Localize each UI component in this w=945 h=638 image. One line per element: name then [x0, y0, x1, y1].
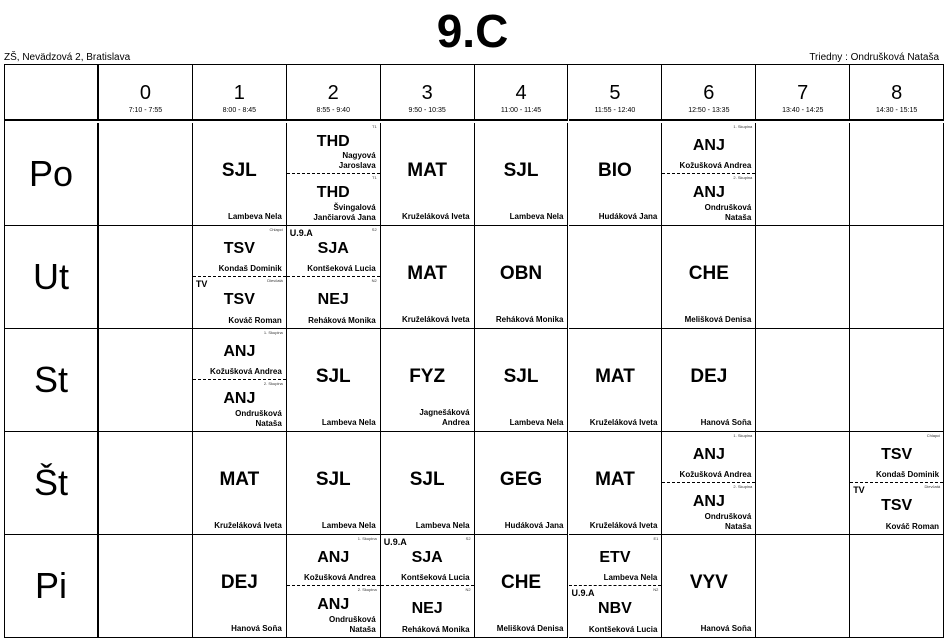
- teacher-label: Kováč Roman: [228, 316, 282, 325]
- lesson-cell[interactable]: [475, 432, 569, 535]
- class-title: 9.C: [436, 5, 509, 57]
- group-tag: T1: [372, 124, 377, 129]
- group-tag: Dievčatá: [267, 278, 283, 283]
- lesson-group: [193, 380, 286, 431]
- subject-label: FYZ: [409, 366, 446, 387]
- teacher-label: Kruželáková Iveta: [589, 521, 658, 530]
- lesson-cell[interactable]: [287, 432, 381, 535]
- teacher-label: Kruželáková Iveta: [589, 418, 658, 427]
- teacher-label: Melišková Denisa: [496, 624, 564, 633]
- lesson-cell[interactable]: [193, 535, 287, 638]
- period-time: 11:55 - 12:40: [594, 107, 636, 114]
- lesson-cell[interactable]: [193, 123, 287, 226]
- teacher-label: Lambeva Nela: [321, 521, 376, 530]
- period-number: 5: [609, 82, 621, 104]
- group-tag: Dievčatá: [924, 484, 941, 489]
- period-time: 12:50 - 13:35: [688, 107, 730, 114]
- subject-label: SJL: [221, 160, 257, 181]
- period-time: 8:55 - 9:40: [316, 107, 350, 114]
- subject-label: MAT: [595, 469, 635, 490]
- lesson-cell[interactable]: [287, 329, 381, 432]
- teacher-label: Kontšeková Lucia: [401, 573, 470, 582]
- timetable-cell: [99, 329, 193, 432]
- lesson-cell[interactable]: [287, 123, 381, 226]
- teacher-label: Ondrušková Nataša: [704, 512, 752, 531]
- lesson-group: [381, 535, 474, 586]
- period-header-4: [475, 65, 569, 121]
- subject-label: ANJ: [317, 549, 350, 566]
- teacher-label: Kožušková Andrea: [210, 367, 282, 376]
- group-tag: 2. Skupina: [357, 587, 377, 592]
- period-number: 0: [139, 82, 151, 104]
- subject-label: TSV: [881, 446, 913, 463]
- lesson-cell[interactable]: [662, 535, 756, 638]
- period-header-2: [287, 65, 381, 121]
- subject-label: SJA: [317, 240, 349, 257]
- teacher-label: Ondrušková Nataša: [704, 203, 752, 222]
- group-tag: S2: [371, 227, 377, 232]
- timetable-cell: [756, 123, 850, 226]
- subject-label: SJL: [315, 366, 351, 387]
- lesson-cell[interactable]: [475, 535, 569, 638]
- period-header-5: [569, 65, 663, 121]
- subject-label: CHE: [688, 263, 729, 284]
- lesson-group: [662, 432, 755, 483]
- timetable-cell: [99, 432, 193, 535]
- subject-label: NBV: [598, 600, 632, 617]
- teacher-label: Kruželáková Iveta: [214, 521, 282, 530]
- lesson-group: [662, 123, 755, 174]
- subject-label: THD: [316, 133, 350, 150]
- teacher-label: Kožušková Andrea: [679, 161, 752, 170]
- timetable-cell: [850, 329, 944, 432]
- subject-label: THD: [316, 184, 350, 201]
- subject-label: ANJ: [692, 446, 725, 463]
- timetable-cell: [756, 535, 850, 638]
- lesson-group: [287, 226, 380, 277]
- lesson-cell[interactable]: [569, 123, 663, 226]
- group-tag: T1: [372, 175, 377, 180]
- day-label: Št: [5, 432, 99, 535]
- period-number: 6: [703, 82, 715, 104]
- subject-label: ANJ: [317, 596, 350, 613]
- timetable-cell: [99, 535, 193, 638]
- teacher-label: Kondaš Dominik: [875, 470, 940, 479]
- teacher-label: Lambeva Nela: [321, 418, 376, 427]
- teacher-label: Kontšeková Lucia: [588, 625, 658, 634]
- period-time: 14:30 - 15:15: [876, 107, 918, 114]
- group-tag: N2: [653, 587, 659, 592]
- lesson-group: [569, 586, 662, 637]
- period-time: 11:00 - 11:45: [500, 107, 542, 114]
- lesson-cell[interactable]: [287, 226, 381, 329]
- timetable-cell: [756, 432, 850, 535]
- lesson-group: [662, 483, 755, 534]
- lesson-cell[interactable]: [569, 432, 663, 535]
- period-number: 2: [327, 82, 339, 104]
- lesson-cell[interactable]: [475, 123, 569, 226]
- subject-label: OBN: [499, 263, 543, 284]
- lesson-cell[interactable]: [475, 329, 569, 432]
- group-tag: N2: [371, 278, 377, 283]
- subject-label: ANJ: [692, 493, 725, 510]
- day-label: Ut: [5, 226, 99, 329]
- subject-label: ANJ: [692, 137, 725, 154]
- teacher-label: Jagnešáková Andrea: [419, 408, 470, 427]
- teacher-label: Lambeva Nela: [509, 212, 564, 221]
- period-number: 8: [891, 82, 903, 104]
- period-header-3: [381, 65, 475, 121]
- lesson-group: [850, 432, 943, 483]
- teacher-label: Švingalová Jančiarová Jana: [313, 203, 376, 222]
- lesson-group: [287, 586, 380, 637]
- subject-label: MAT: [407, 263, 447, 284]
- lesson-group: [287, 174, 380, 225]
- lesson-cell[interactable]: [569, 329, 663, 432]
- subject-label: SJL: [315, 469, 351, 490]
- period-time: 7:10 - 7:55: [128, 107, 163, 114]
- period-time: 9:50 - 10:35: [408, 107, 446, 114]
- timetable-cell: [850, 535, 944, 638]
- teacher-label: Hanová Soňa: [231, 624, 282, 633]
- subject-label: TSV: [223, 240, 255, 257]
- group-tag: Chlapci: [269, 227, 283, 232]
- teacher-label: Reháková Monika: [308, 316, 376, 325]
- teacher-label: Kožušková Andrea: [303, 573, 376, 582]
- group-tag: E1: [653, 536, 659, 541]
- lesson-cell[interactable]: [475, 226, 569, 329]
- teacher-label: Ondrušková Nataša: [329, 615, 376, 634]
- teacher-label: Hanová Soňa: [700, 418, 752, 427]
- subject-label: TSV: [223, 291, 255, 308]
- subject-label: ETV: [599, 549, 631, 566]
- subject-label: SJL: [503, 160, 539, 181]
- subject-label: SJL: [503, 366, 539, 387]
- period-header-6: [662, 65, 756, 121]
- subject-label: DEJ: [220, 572, 258, 593]
- subject-label: BIO: [598, 160, 632, 181]
- period-number: 4: [515, 82, 527, 104]
- room-label: TV: [195, 279, 208, 289]
- subject-label: MAT: [595, 366, 635, 387]
- lesson-group: [287, 123, 380, 174]
- lesson-cell[interactable]: [381, 329, 475, 432]
- lesson-cell[interactable]: [193, 329, 287, 432]
- teacher-label: Kožušková Andrea: [679, 470, 752, 479]
- subject-label: MAT: [219, 469, 260, 490]
- period-time: 8:00 - 8:45: [222, 107, 257, 114]
- teacher-label: Reháková Monika: [402, 625, 470, 634]
- day-label: Pi: [5, 535, 99, 638]
- teacher-label: Nagyová Jaroslava: [338, 151, 376, 170]
- teacher-label: Hudáková Jana: [598, 212, 658, 221]
- lesson-cell[interactable]: [381, 432, 475, 535]
- subject-label: NEJ: [411, 600, 443, 617]
- teacher-label: Kruželáková Iveta: [401, 212, 470, 221]
- period-header-7: [756, 65, 850, 121]
- timetable-cell: [99, 123, 193, 226]
- subject-label: ANJ: [692, 184, 725, 201]
- subject-label: NEJ: [317, 291, 349, 308]
- subject-label: VYV: [689, 572, 728, 593]
- group-tag: 2. Skupina: [263, 381, 283, 386]
- teacher-label: Kruželáková Iveta: [401, 315, 470, 324]
- timetable-cell: [850, 226, 944, 329]
- lesson-cell[interactable]: [193, 432, 287, 535]
- timetable-cell: [756, 226, 850, 329]
- period-number: 3: [421, 82, 433, 104]
- timetable-cell: [756, 329, 850, 432]
- teacher-label: Melišková Denisa: [684, 315, 752, 324]
- class-teacher: Triedny : Ondrušková Nataša: [809, 52, 939, 63]
- room-label: TV: [853, 485, 865, 495]
- group-tag: 1. Skupina: [733, 124, 753, 129]
- subject-label: GEG: [499, 469, 543, 490]
- lesson-cell[interactable]: [569, 535, 663, 638]
- group-tag: N2: [465, 587, 471, 592]
- lesson-cell[interactable]: [662, 329, 756, 432]
- lesson-group: [569, 535, 662, 586]
- teacher-label: Kontšeková Lucia: [307, 264, 376, 273]
- subject-label: ANJ: [223, 343, 256, 360]
- day-label: Po: [5, 123, 99, 226]
- subject-label: ANJ: [223, 390, 256, 407]
- group-tag: 1. Skupina: [263, 330, 283, 335]
- teacher-label: Kováč Roman: [885, 522, 940, 531]
- school-name: ZŠ, Nevädzová 2, Bratislava: [4, 52, 131, 63]
- lesson-cell[interactable]: [381, 226, 475, 329]
- subject-label: SJA: [411, 549, 443, 566]
- subject-label: SJL: [409, 469, 445, 490]
- lesson-cell[interactable]: [381, 535, 475, 638]
- timetable-grid: [4, 64, 944, 638]
- teacher-label: Kondaš Dominik: [218, 264, 282, 273]
- timetable-cell: [99, 226, 193, 329]
- teacher-label: Lambeva Nela: [227, 212, 282, 221]
- lesson-group: [662, 174, 755, 225]
- lesson-cell[interactable]: [662, 226, 756, 329]
- lesson-group: [850, 483, 943, 534]
- period-header-1: [193, 65, 287, 121]
- lesson-group: [193, 277, 286, 328]
- subject-label: DEJ: [690, 366, 728, 387]
- subject-label: MAT: [407, 160, 447, 181]
- header-corner: [5, 65, 99, 121]
- lesson-group: [381, 586, 474, 637]
- period-header-8: [850, 65, 944, 121]
- group-tag: 1. Skupina: [733, 433, 753, 438]
- room-label: U.9.A: [383, 537, 407, 547]
- room-label: U.9.A: [289, 228, 313, 238]
- lesson-cell[interactable]: [850, 432, 944, 535]
- group-tag: 2. Skupina: [733, 484, 753, 489]
- lesson-cell[interactable]: [662, 123, 756, 226]
- lesson-cell[interactable]: [381, 123, 475, 226]
- room-label: U.9.A: [571, 588, 595, 598]
- group-tag: 2. Skupina: [733, 175, 753, 180]
- subject-label: CHE: [500, 572, 542, 593]
- lesson-group: [193, 329, 286, 380]
- subject-label: TSV: [881, 497, 913, 514]
- lesson-cell[interactable]: [662, 432, 756, 535]
- group-tag: 1. Skupina: [357, 536, 377, 541]
- period-header-0: [99, 65, 193, 121]
- lesson-cell[interactable]: [287, 535, 381, 638]
- lesson-group: [287, 277, 380, 328]
- group-tag: Chlapci: [926, 433, 941, 438]
- timetable-cell: [569, 226, 663, 329]
- teacher-label: Lambeva Nela: [509, 418, 564, 427]
- teacher-label: Hudáková Jana: [504, 521, 564, 530]
- lesson-cell[interactable]: [193, 226, 287, 329]
- timetable-cell: [850, 123, 944, 226]
- lesson-group: [287, 535, 380, 586]
- teacher-label: Reháková Monika: [495, 315, 564, 324]
- teacher-label: Lambeva Nela: [603, 573, 658, 582]
- teacher-label: Hanová Soňa: [700, 624, 752, 633]
- period-time: 13:40 - 14:25: [782, 107, 824, 114]
- lesson-group: [193, 226, 286, 277]
- day-label: St: [5, 329, 99, 432]
- period-number: 7: [797, 82, 809, 104]
- teacher-label: Lambeva Nela: [415, 521, 470, 530]
- group-tag: S2: [465, 536, 471, 541]
- teacher-label: Ondrušková Nataša: [235, 409, 282, 428]
- period-number: 1: [233, 82, 245, 104]
